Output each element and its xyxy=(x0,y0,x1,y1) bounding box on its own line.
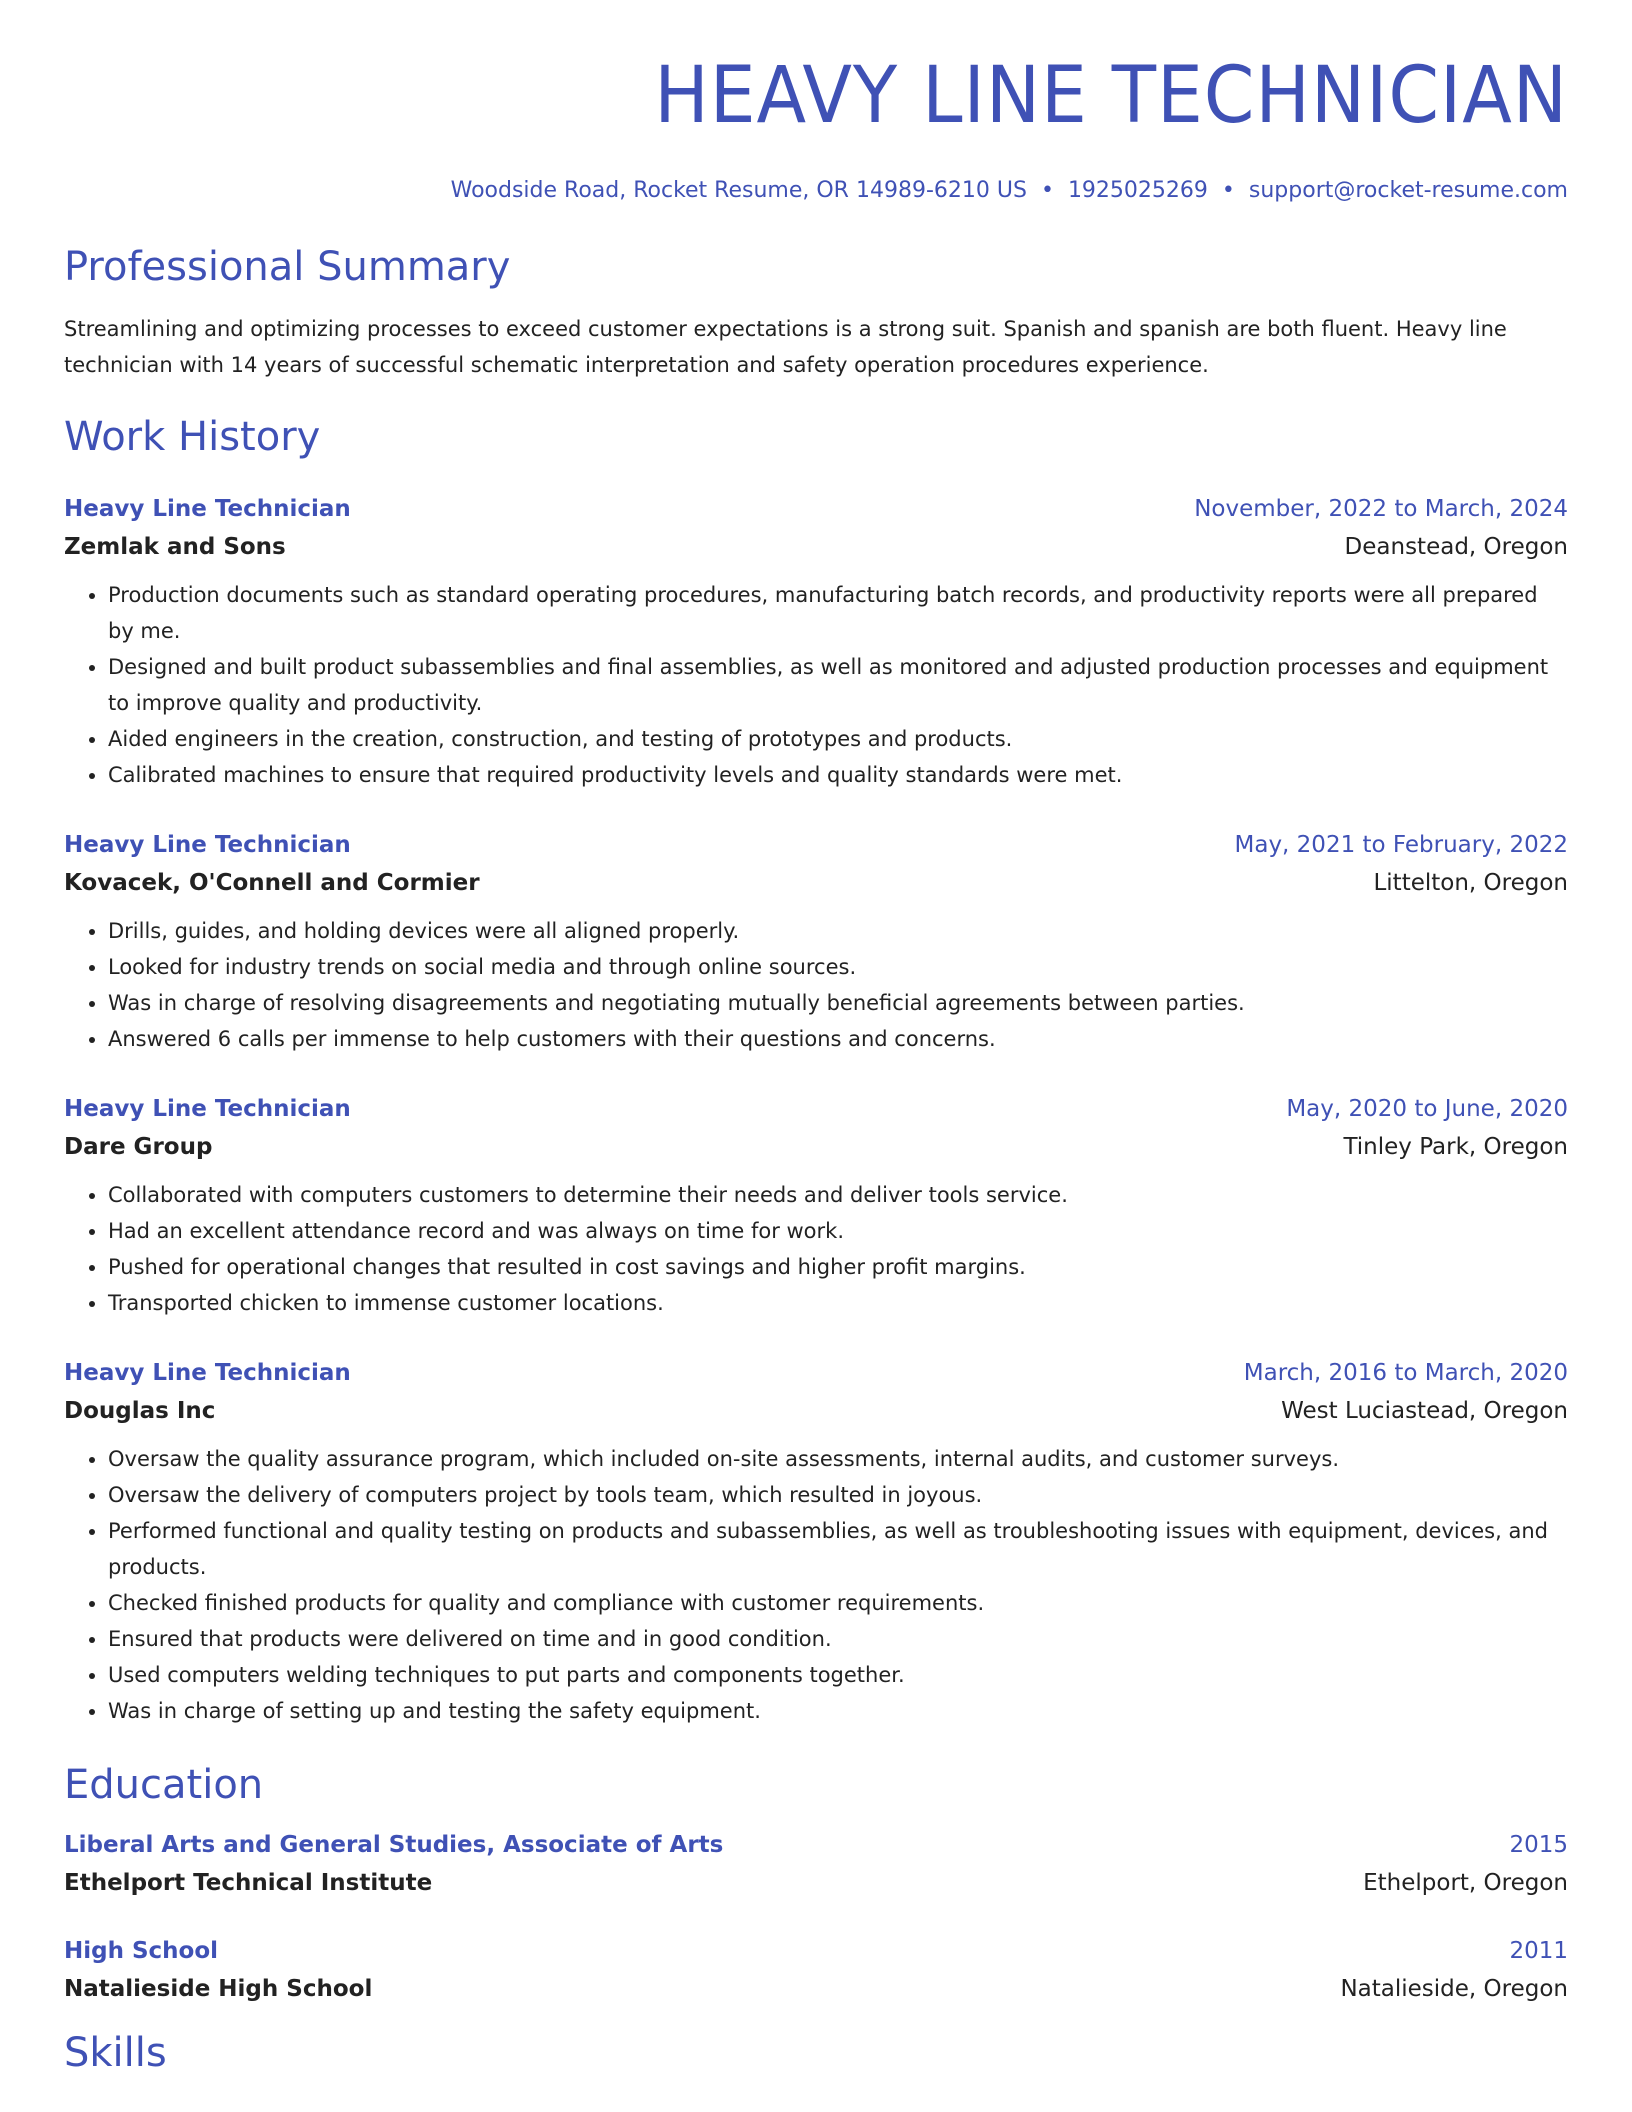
job-dates: March, 2016 to March, 2020 xyxy=(1243,1359,1568,1386)
job-bullet: • Oversaw the quality assurance program, which included on-site assessments, internal audits, and customer surveys. xyxy=(108,1441,1568,1477)
education-year: 2015 xyxy=(1509,1831,1568,1858)
education-entry xyxy=(64,1933,1568,2009)
work-history-heading: Work History xyxy=(64,413,321,460)
job-dates: November, 2022 to March, 2024 xyxy=(1194,495,1568,522)
contact-address: Woodside Road, Rocket Resume, OR 14989-6210 US xyxy=(450,177,1027,203)
job-bullet: • Used computers welding techniques to put parts and components together. xyxy=(108,1657,1568,1693)
job-location: West Luciastead, Oregon xyxy=(1281,1397,1568,1424)
job-title: Heavy Line Technician xyxy=(64,1359,351,1386)
job-title: Heavy Line Technician xyxy=(64,1095,351,1122)
job-bullet: • Looked for industry trends on social media and through online sources. xyxy=(108,949,1568,985)
job-bullet: • Transported chicken to immense customer locations. xyxy=(108,1285,1568,1321)
education-year: 2011 xyxy=(1509,1937,1568,1964)
job-header-row xyxy=(64,1355,1568,1391)
job-entry xyxy=(64,827,1568,1057)
education-list xyxy=(64,1827,1568,2009)
job-bullet: • Pushed for operational changes that resulted in cost savings and higher profit margins. xyxy=(108,1249,1568,1285)
job-company-row xyxy=(64,1127,1568,1167)
job-header-row xyxy=(64,491,1568,527)
resume-name: HEAVY LINE TECHNICIAN xyxy=(654,51,1568,141)
job-bullet: • Production documents such as standard operating procedures, manufacturing batch records, and productivity reports were all prepared by me. xyxy=(108,577,1568,649)
summary-text: Streamlining and optimizing processes to exceed customer expectations is a strong suit. Spanish and spanish are both fluent. Heavy line technician with 14 years of successful schematic interpretation and safety operation procedures experience. xyxy=(64,316,1507,377)
job-bullet: • Oversaw the delivery of computers project by tools team, which resulted in joyous. xyxy=(108,1477,1568,1513)
education-school-row xyxy=(64,1863,1568,1903)
education-degree: Liberal Arts and General Studies, Associate of Arts xyxy=(64,1831,724,1858)
education-school-row xyxy=(64,1969,1568,2009)
job-bullet: • Checked finished products for quality and compliance with customer requirements. xyxy=(108,1585,1568,1621)
job-dates: May, 2020 to June, 2020 xyxy=(1286,1095,1568,1122)
job-bullet: • Had an excellent attendance record and was always on time for work. xyxy=(108,1213,1568,1249)
job-company: Kovacek, O'Connell and Cormier xyxy=(64,869,480,896)
education-location: Natalieside, Oregon xyxy=(1340,1975,1568,2002)
job-bullets xyxy=(64,1441,1568,1729)
job-title: Heavy Line Technician xyxy=(64,831,351,858)
job-bullet: • Answered 6 calls per immense to help customers with their questions and concerns. xyxy=(108,1021,1568,1057)
job-company-row xyxy=(64,527,1568,567)
education-degree: High School xyxy=(64,1937,219,1964)
contact-separator: • xyxy=(1040,177,1054,203)
education-entry xyxy=(64,1827,1568,1903)
job-bullet: • Performed functional and quality testing on products and subassemblies, as well as troubleshooting issues with equipment, devices, and products. xyxy=(108,1513,1568,1585)
job-bullet: • Designed and built product subassemblies and final assemblies, as well as monitored and adjusted production processes and equipment to improve quality and productivity. xyxy=(108,649,1568,721)
job-company: Dare Group xyxy=(64,1133,213,1160)
education-heading: Education xyxy=(64,1761,264,1808)
education-header-row xyxy=(64,1933,1568,1969)
job-header-row xyxy=(64,1091,1568,1127)
job-entry xyxy=(64,1355,1568,1729)
job-bullets xyxy=(64,577,1568,793)
job-bullet: • Collaborated with computers customers to determine their needs and deliver tools service. xyxy=(108,1177,1568,1213)
work-history-list xyxy=(64,491,1568,1729)
job-location: Deanstead, Oregon xyxy=(1344,533,1568,560)
contact-line xyxy=(64,178,1568,203)
job-company: Zemlak and Sons xyxy=(64,533,286,560)
job-dates: May, 2021 to February, 2022 xyxy=(1234,831,1568,858)
summary-heading: Professional Summary xyxy=(64,243,511,290)
job-title: Heavy Line Technician xyxy=(64,495,351,522)
contact-email: support@rocket-resume.com xyxy=(1248,177,1568,203)
job-company-row xyxy=(64,863,1568,903)
education-school: Ethelport Technical Institute xyxy=(64,1869,433,1896)
education-header-row xyxy=(64,1827,1568,1863)
job-location: Tinley Park, Oregon xyxy=(1343,1133,1568,1160)
job-bullet: • Calibrated machines to ensure that required productivity levels and quality standards were met. xyxy=(108,757,1568,793)
job-bullet: • Drills, guides, and holding devices were all aligned properly. xyxy=(108,913,1568,949)
job-header-row xyxy=(64,827,1568,863)
contact-separator: • xyxy=(1221,177,1235,203)
skills-heading: Skills xyxy=(64,2029,167,2076)
job-bullet: • Ensured that products were delivered on time and in good condition. xyxy=(108,1621,1568,1657)
education-school: Natalieside High School xyxy=(64,1975,373,2002)
job-bullets xyxy=(64,1177,1568,1321)
job-bullet: • Was in charge of resolving disagreements and negotiating mutually beneficial agreements between parties. xyxy=(108,985,1568,1021)
education-location: Ethelport, Oregon xyxy=(1363,1869,1568,1896)
job-location: Littelton, Oregon xyxy=(1373,869,1568,896)
job-company: Douglas Inc xyxy=(64,1397,216,1424)
job-bullets xyxy=(64,913,1568,1057)
job-bullet: • Aided engineers in the creation, construction, and testing of prototypes and products. xyxy=(108,721,1568,757)
job-entry xyxy=(64,1091,1568,1321)
contact-phone: 1925025269 xyxy=(1067,177,1208,203)
job-bullet: • Was in charge of setting up and testing the safety equipment. xyxy=(108,1693,1568,1729)
job-entry xyxy=(64,491,1568,793)
job-company-row xyxy=(64,1391,1568,1431)
